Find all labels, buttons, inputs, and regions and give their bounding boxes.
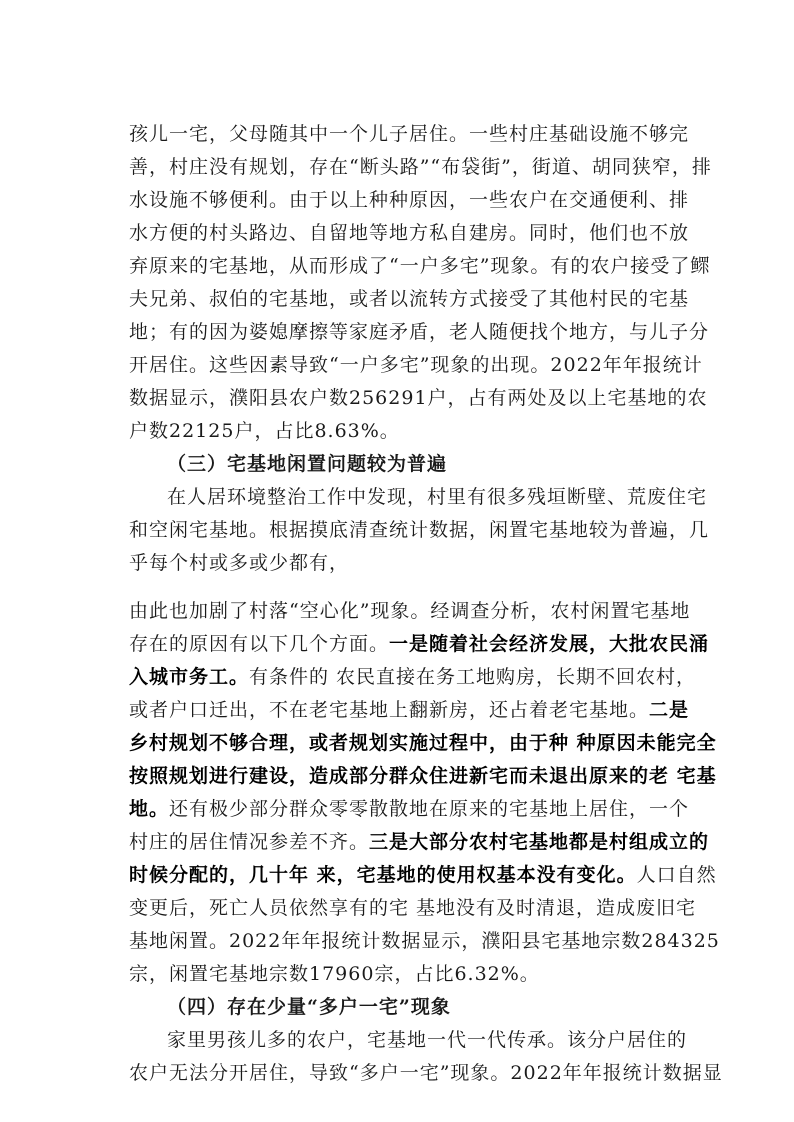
text-segment: 数据显示，濮阳县农户数256291户，占有两处及以上宅基地的农	[129, 387, 708, 409]
text-segment: 乎每个村或多或少都有，	[129, 552, 350, 574]
text-segment: 孩儿一宅，父母随其中一个儿子居住。一些村庄基础设施不够完	[129, 123, 690, 145]
paragraph-line	[129, 251, 711, 281]
paragraph-line	[129, 416, 669, 446]
text-segment: 村庄的居住情况参差不齐。	[129, 831, 370, 853]
paragraph-line	[129, 515, 710, 545]
paragraph-line	[129, 695, 690, 725]
paragraph-line	[129, 119, 690, 149]
section-heading	[129, 449, 669, 479]
bold-text: 入城市务工。	[129, 666, 250, 688]
text-segment: 水设施不够便利。由于以上种种原因，一些农户在交通便利、排	[129, 189, 690, 211]
text-segment: 基地闲置。2022年年报统计数据显示，濮阳县宅基地宗数284325	[129, 930, 720, 952]
text-segment: 还有极少部分群众零零散散地在原来的宅基地上居住，一个	[169, 798, 690, 820]
bold-text: 时候分配的，几十年 来，宅基地的使用权基本没有变化。	[129, 864, 637, 886]
text-segment: 家里男孩儿多的农户，宅基地一代一代传承。该分户居住的	[167, 1029, 688, 1051]
paragraph-line	[129, 926, 720, 956]
bold-text: 乡村规划不够合理，或者规划实施过程中，由于种 种原因未能完全	[129, 732, 717, 754]
section-heading	[129, 992, 669, 1022]
text-segment: 和空闲宅基地。根据摸底清查统计数据，闲置宅基地较为普遍，几	[129, 519, 710, 541]
paragraph-line	[129, 794, 690, 824]
text-segment: 或者户口迁出，不在老宅基地上翻新房，还占着老宅基地。	[129, 699, 650, 721]
paragraph-line	[129, 761, 717, 791]
bold-text: 二是	[649, 699, 690, 721]
paragraph-line	[129, 662, 697, 692]
bold-text: 地。	[129, 798, 170, 820]
paragraph-line	[129, 317, 710, 347]
paragraph-line	[129, 548, 669, 578]
paragraph-line	[129, 959, 669, 989]
paragraph-line	[129, 596, 691, 626]
paragraph-line	[129, 350, 703, 380]
paragraph-line	[129, 1058, 723, 1088]
paragraph-line	[129, 152, 712, 182]
text-segment: 农户无法分开居住，导致“多户一宅”现象。2022年年报统计数据显	[129, 1062, 723, 1084]
paragraph-line	[129, 383, 708, 413]
bold-text: 按照规划进行建设，造成部分群众住进新宅而未退出原来的老 宅基	[129, 765, 717, 787]
paragraph-line	[129, 185, 690, 215]
text-segment: 存在的原因有以下几个方面。	[129, 633, 390, 655]
paragraph-line	[129, 218, 690, 248]
text-segment: （三）宅基地闲置问题较为普遍	[167, 453, 448, 475]
text-segment: 变更后，死亡人员依然享有的宅 基地没有及时清退，造成废旧宅	[129, 897, 697, 919]
paragraph-line	[129, 827, 710, 857]
text-segment: 在人居环境整治工作中发现，村里有很多残垣断壁、荒废住宅	[167, 486, 708, 508]
paragraph-line	[129, 284, 690, 314]
text-segment: 弃原来的宅基地，从而形成了“一户多宅”现象。有的农户接受了鳏	[129, 255, 711, 277]
text-segment: 水方便的村头路边、自留地等地方私自建房。同时，他们也不放	[129, 222, 690, 244]
paragraph-line	[129, 1025, 688, 1055]
text-segment: 人口自然	[636, 864, 717, 886]
text-segment: 有条件的 农民直接在务工地购房，长期不回农村，	[249, 666, 697, 688]
text-segment: 善，村庄没有规划，存在“断头路”“布袋街”，街道、胡同狭窄，排	[129, 156, 712, 178]
text-segment: 开居住。这些因素导致“一户多宅”现象的出现。2022年年报统计	[129, 354, 703, 376]
paragraph-line	[129, 482, 708, 512]
paragraph-line	[129, 629, 710, 659]
text-segment: 户数22125户，占比8.63%。	[129, 420, 400, 442]
bold-text: 一是随着社会经济发展，大批农民涌	[389, 633, 710, 655]
text-segment: 夫兄弟、叔伯的宅基地，或者以流转方式接受了其他村民的宅基	[129, 288, 690, 310]
paragraph-line	[129, 728, 717, 758]
text-segment: 由此也加剧了村落“空心化”现象。经调查分析，农村闲置宅基地	[129, 600, 691, 622]
text-segment: （四）存在少量“多户一宅”现象	[167, 996, 451, 1018]
paragraph-line	[129, 893, 697, 923]
paragraph-line	[129, 860, 717, 890]
bold-text: 三是大部分农村宅基地都是村组成立的	[369, 831, 710, 853]
text-segment: 宗，闲置宅基地宗数17960宗，占比6.32%。	[129, 963, 540, 985]
text-segment: 地；有的因为婆媳摩擦等家庭矛盾，老人随便找个地方，与儿子分	[129, 321, 710, 343]
